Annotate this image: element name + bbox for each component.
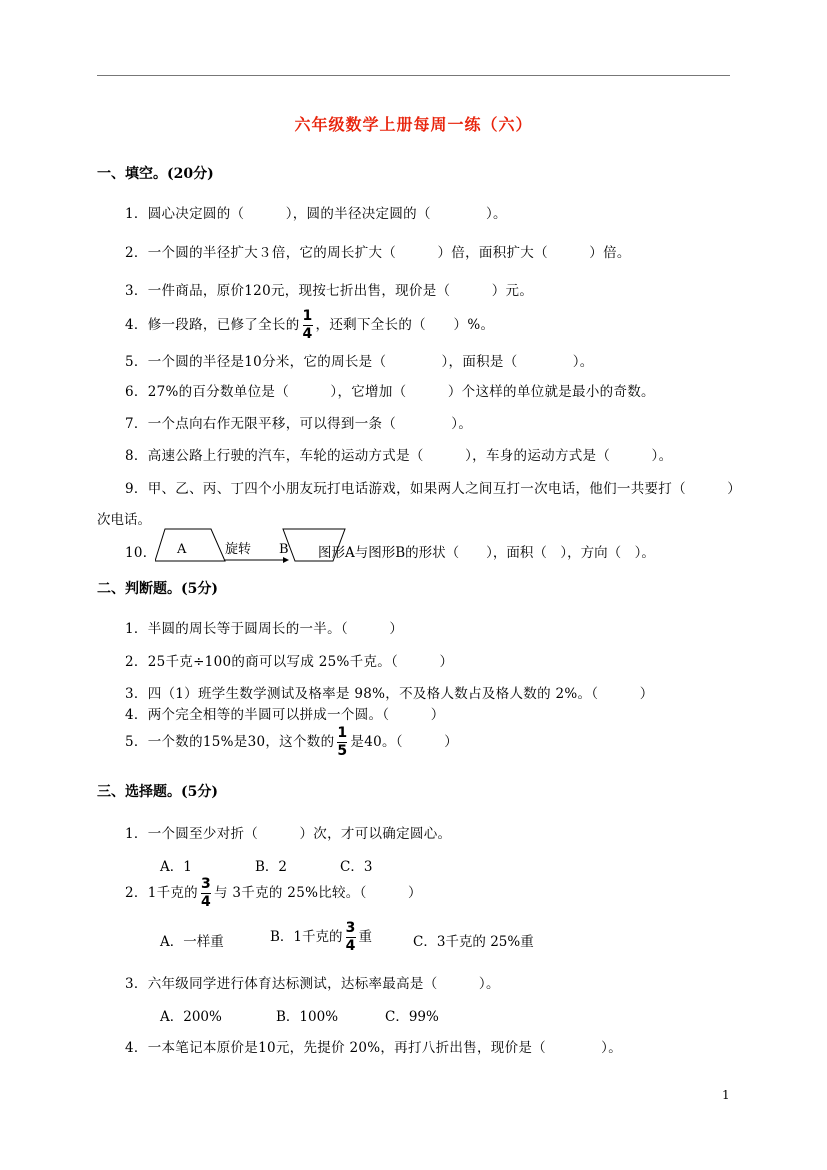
choice-1-option-a: A．1 bbox=[160, 859, 192, 875]
choice-question-2 bbox=[125, 877, 422, 910]
fraction-three-quarters: $\frac{3}{4}$ bbox=[200, 876, 212, 910]
fraction-three-quarters-option: $\frac{3}{4}$ bbox=[345, 920, 356, 954]
header-rule bbox=[97, 75, 730, 76]
choice-question-4: 4．一本笔记本原价是10元，先提价 20%，再打八折出售，现价是（ ）。 bbox=[125, 1040, 623, 1056]
choice-question-2-tail: 与 3千克的 25%比较。（ ） bbox=[214, 885, 422, 901]
fill-question-4 bbox=[125, 309, 494, 342]
fill-question-3: 3．一件商品，原价120元，现按七折出售，现价是（ ）元。 bbox=[125, 283, 534, 299]
choice-2-option-b: B．1千克的 $\frac{3}{4}$ 重 bbox=[270, 920, 373, 954]
choice-1-option-b: B．2 bbox=[255, 859, 288, 875]
judge-question-3: 3．四（1）班学生数学测试及格率是 98%，不及格人数占及格人数的 2%。（ ） bbox=[125, 686, 654, 702]
fill-question-7: 7．一个点向右作无限平移，可以得到一条（ ）。 bbox=[125, 416, 473, 432]
judge-question-5 bbox=[125, 726, 458, 759]
page-number: 1 bbox=[722, 1088, 730, 1102]
judge-question-2: 2．25千克÷100的商可以写成 25%千克。（ ） bbox=[125, 654, 454, 670]
choice-3-option-b: B．100% bbox=[276, 1009, 339, 1025]
choice-3-option-a: A．200% bbox=[160, 1009, 222, 1025]
arrow-head bbox=[283, 557, 289, 563]
judge-question-1: 1．半圆的周长等于圆周长的一半。（ ） bbox=[125, 621, 404, 637]
fill-question-1: 1．圆心决定圆的（ ），圆的半径决定圆的（ ）。 bbox=[125, 206, 507, 222]
fill-question-4-text: 4．修一段路，已修了全长的 bbox=[125, 317, 300, 333]
judge-question-4: 4．两个完全相等的半圆可以拼成一个圆。（ ） bbox=[125, 707, 445, 723]
section-fill-heading: 一、填空。(20分) bbox=[97, 166, 214, 182]
choice-1-option-c: C．3 bbox=[340, 859, 373, 875]
judge-question-5-text: 5．一个数的15%是30，这个数的 bbox=[125, 734, 335, 750]
fraction-one-quarter: $\frac{1}{4}$ bbox=[302, 308, 313, 342]
choice-3-option-c: C．99% bbox=[385, 1009, 439, 1025]
choice-2-option-a: A．一样重 bbox=[160, 934, 224, 950]
fill-question-2: 2．一个圆的半径扩大３倍，它的周长扩大（ ）倍，面积扩大（ ）倍。 bbox=[125, 245, 631, 261]
fill-question-9-continued: 次电话。 bbox=[97, 512, 151, 528]
shape-b-label: B bbox=[279, 542, 289, 557]
fill-question-10: 图形A与图形B的形状（ ），面积（ ），方向（ ）。 bbox=[318, 545, 655, 561]
judge-question-5-tail: 是40。（ ） bbox=[350, 734, 459, 750]
fill-question-8: 8．高速公路上行驶的汽车，车轮的运动方式是（ ），车身的运动方式是（ ）。 bbox=[125, 448, 673, 464]
rotate-label: 旋转 bbox=[225, 542, 252, 557]
page-title: 六年级数学上册每周一练（六） bbox=[294, 115, 533, 134]
choice-question-3: 3．六年级同学进行体育达标测试，达标率最高是（ ）。 bbox=[125, 976, 500, 992]
fill-question-10-number: 10． bbox=[125, 545, 157, 561]
fraction-one-fifth: $\frac{1}{5}$ bbox=[337, 725, 348, 759]
choice-question-1: 1．一个圆至少对折（ ）次，才可以确定圆心。 bbox=[125, 826, 452, 842]
section-judge-heading: 二、判断题。(5分) bbox=[97, 581, 218, 597]
fill-question-6: 6．27%的百分数单位是（ ），它增加（ ）个这样的单位就是最小的奇数。 bbox=[125, 384, 655, 400]
fill-question-5: 5．一个圆的半径是10分米，它的周长是（ ），面积是（ ）。 bbox=[125, 354, 594, 370]
shape-a-label: A bbox=[177, 542, 187, 557]
choice-question-2-text: 2．1千克的 bbox=[125, 885, 198, 901]
fill-question-9: 9．甲、乙、丙、丁四个小朋友玩打电话游戏，如果两人之间互打一次电话，他们一共要打（ ） bbox=[125, 481, 742, 497]
fill-question-4-tail: ，还剩下全长的（ ）%。 bbox=[315, 317, 495, 333]
choice-2-option-c: C．3千克的 25%重 bbox=[413, 934, 534, 950]
section-choice-heading: 三、选择题。(5分) bbox=[97, 784, 218, 800]
